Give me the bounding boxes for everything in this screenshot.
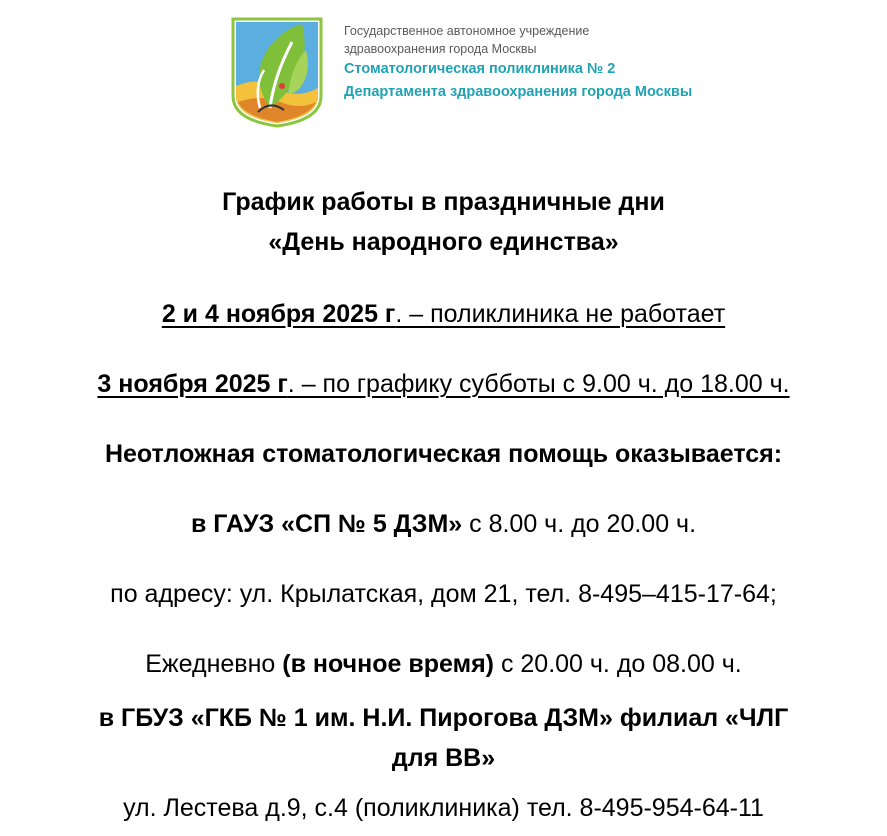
daily-hours: с 20.00 ч. до 08.00 ч.: [494, 650, 742, 678]
clinic2-address: ул. Лестева д.9, с.4 (поликлиника) тел. 8-495-954-64-11: [123, 794, 764, 822]
org-line-1: Государственное автономное учреждение: [344, 24, 590, 38]
closed-dates: 2 и 4 ноября 2025 г: [161, 300, 396, 328]
title-line-1: График работы в праздничные дни: [222, 188, 665, 216]
org-line-3: Стоматологическая поликлиника № 2: [344, 61, 616, 77]
closed-text: . – поликлиника не работает: [395, 300, 726, 328]
clinic2-line-2: для ВВ»: [391, 744, 496, 772]
clinic1-line: [0, 508, 887, 540]
saturday-text: . – по графику субботы с 9.00 ч. до 18.00 ч.: [287, 370, 790, 398]
saturday-schedule-line: [0, 368, 887, 400]
header: [230, 16, 850, 128]
org-line-4: Департамента здравоохранения города Москвы: [344, 84, 693, 100]
org-line-2: здравоохранения города Москвы: [344, 42, 537, 56]
clinic1-name: в ГАУЗ «СП № 5 ДЗМ»: [190, 510, 463, 538]
clinic1-hours: с 8.00 ч. до 20.00 ч.: [462, 510, 697, 538]
title-line-2: «День народного единства»: [268, 228, 619, 256]
closed-days-line: [0, 298, 887, 330]
daily-night-line: [0, 648, 887, 680]
clinic1-address: по адресу: ул. Крылатская, дом 21, тел. 8-495–415-17-64;: [110, 580, 777, 608]
daily-prefix: Ежедневно: [145, 650, 283, 678]
organization-name: [344, 22, 864, 104]
clinic2-line-1: в ГБУЗ «ГКБ № 1 им. Н.И. Пирогова ДЗМ» филиал «ЧЛГ: [98, 704, 789, 732]
daily-night: (в ночное время): [282, 650, 494, 678]
clinic-leaf-logo-icon: [230, 16, 324, 128]
saturday-date: 3 ноября 2025 г: [97, 370, 288, 398]
emergency-heading: Неотложная стоматологическая помощь оказывается:: [104, 440, 783, 468]
